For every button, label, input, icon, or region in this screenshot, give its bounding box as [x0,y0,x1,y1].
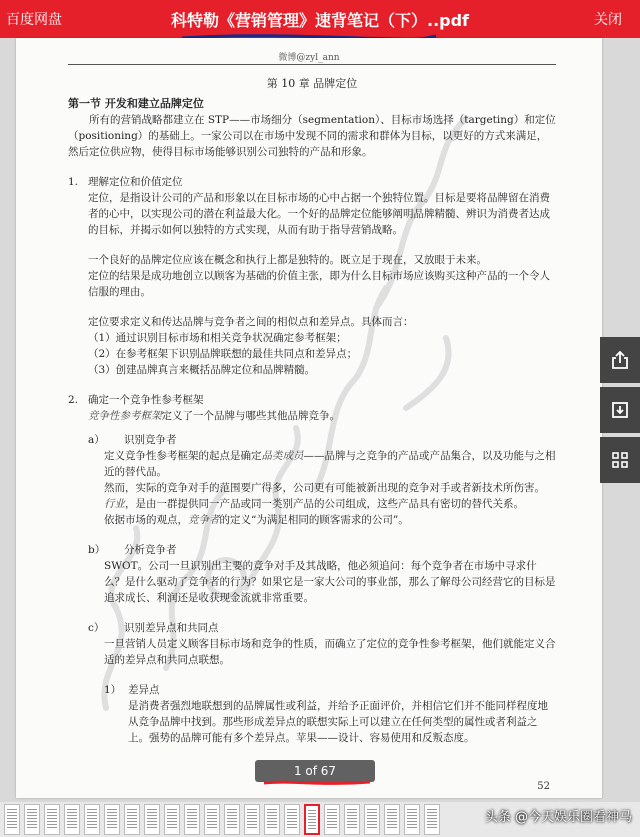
page-thumbnail[interactable] [104,804,120,835]
subheading-b-title: 分析竞争者 [124,544,177,556]
subheading-c-title: 识别差异点和共同点 [124,622,219,634]
p1-list-item: （1）通过识别目标市场和相关竞争状况确定参考框架； [88,332,347,344]
download-icon [610,400,630,420]
page-thumbnail-current[interactable] [304,804,320,835]
p1-text2: 一个良好的品牌定位应该在概念和执行上都是独特的。既立足于现在，又放眼于未来。 [88,254,487,266]
page-thumbnail[interactable] [144,804,160,835]
page-thumbnail[interactable] [24,804,40,835]
page-thumbnail[interactable] [84,804,100,835]
page-thumbnail[interactable] [4,804,20,835]
a-text1b: ——品牌与之竞争的产品或产品集合，以及功能与之相近的替代品。 [104,450,556,478]
chapter-title: 第 10 章 品牌定位 [266,77,358,90]
a-text3-body: ，是由一群提供同一产品或同一类别产品的公司组成，这些产品具有密切的替代关系。 [125,498,524,510]
a-italic1: 品类成员 [261,450,304,462]
subheading-c1 [104,682,556,698]
page-thumbnail[interactable] [424,804,440,835]
grid-icon [610,450,630,470]
subheading-b [88,542,556,558]
close-button[interactable]: 关闭 [594,12,622,28]
a-text2: 然而，实际的竞争对手的范围要广得多，公司更有可能被新出现的竞争对手或者新技术所伤害。 [104,482,545,494]
download-button[interactable] [600,387,640,433]
subheading-c [88,620,556,636]
page-indicator: 1 of 67 [255,760,375,782]
page-thumbnail[interactable] [124,804,140,835]
p2-body: 定义了一个品牌与哪些其他品牌竞争。 [161,410,340,422]
heading-1 [68,174,556,190]
subheading-c-num: c） [88,622,105,634]
share-button[interactable] [600,337,640,383]
document-page [16,38,602,798]
weibo-watermark: 微博@zyl_ann [278,53,340,63]
subheading-a-num: a） [88,434,105,446]
heading-2 [68,392,556,408]
page-thumbnail[interactable] [244,804,260,835]
page-thumbnail[interactable] [64,804,80,835]
p1-text1: 定位，是指设计公司的产品和形象以在目标市场的心中占据一个独特位置。目标是要将品牌留在消费者的心中，以实现公司的潜在利益最大化。一个好的品牌定位能够阐明品牌精髓、辨识为消费者达成的目标，并揭示如何以独特的方式实现，从而有助于指导营销战略。 [88,192,550,236]
heading-2-num: 2. [68,394,79,406]
p1-list-item: （3）创建品牌真言来概括品牌定位和品牌精髓。 [88,364,316,376]
page-thumbnail[interactable] [284,804,300,835]
subheading-a-title: 识别竞争者 [124,434,177,446]
grid-view-button[interactable] [600,437,640,483]
section-title: 第一节 开发和建立品牌定位 [68,97,204,110]
a-text4 [104,512,556,528]
subheading-b-num: b） [88,544,106,556]
source-credit: 头条 @今天娱乐圈看神马 [484,810,632,825]
p1-list-item: （2）在参考框架下识别品牌联想的最佳共同点和差异点； [88,348,358,360]
a-text3 [104,496,556,512]
heading-1-num: 1. [68,176,79,188]
subheading-a [88,432,556,448]
a-text4b: 的定义“为满足相同的顾客需求的公司”。 [219,514,409,526]
document-title: 科特勒《营销管理》速背笔记（下）..pdf [170,11,470,30]
page-thumbnail[interactable] [324,804,340,835]
page-thumbnail[interactable] [204,804,220,835]
page-thumbnail[interactable] [164,804,180,835]
heading-2-title: 确定一个竞争性参考框架 [88,394,204,406]
c1-text: 是消费者强烈地联想到的品牌属性或利益，并给予正面评价，并相信它们并不能同样程度地从竞争品牌中找到。那些形成差异点的联想实际上可以建立在任何类型的属性或者利益之上。强势的品牌可能有多个差异点。苹果——设计、容易使用和反叛态度。 [128,700,548,744]
a-text1a: 定义竞争性参考框架的起点是确定 [104,450,262,462]
page-thumbnail[interactable] [384,804,400,835]
heading-1-title: 理解定位和价值定位 [88,176,183,188]
share-icon [610,350,630,370]
p2-text [88,408,556,424]
page-thumbnail[interactable] [344,804,360,835]
a-text1 [104,448,556,480]
subheading-c1-num: 1） [104,684,122,696]
indicator-scribble [262,778,372,788]
b-text: SWOT。公司一旦识别出主要的竞争对手及其战略，他必须追问：每个竞争者在市场中寻求什么？是什么驱动了竞争者的行为？如果它是一家大公司的事业部，那么了解母公司经营它的目标是追求成长、利润还是收获现金流就非常重要。 [104,560,556,604]
page-thumbnail[interactable] [44,804,60,835]
a-text4a: 依据市场的观点， [104,514,188,526]
page-content [68,76,556,746]
page-thumbnail[interactable] [264,804,280,835]
page-number: 52 [537,781,550,792]
c-text: 一旦营销人员定义顾客目标市场和竞争的性质，而确立了定位的竞争性参考框架，他们就能定义合适的差异点和共同点联想。 [104,638,556,666]
page-thumbnail[interactable] [184,804,200,835]
page-thumbnail[interactable] [364,804,380,835]
page-thumbnail[interactable] [224,804,240,835]
p1-text4: 定位要求定义和传达品牌与竞争者之间的相似点和差异点。具体而言： [88,316,414,328]
app-name[interactable]: 百度网盘 [6,12,62,28]
a-italic2: 行业 [104,498,125,510]
subheading-c1-title: 差异点 [128,684,160,696]
intro-paragraph: 所有的营销战略都建立在 STP——市场细分（segmentation）、目标市场选择（targeting）和定位（positioning）的基础上。一家公司以在市场中发现不同的需求和群体为目标，以更好的方式来满足，然后定位供应物，使得目标市场能够识别公司独特的产品和形象。 [68,114,556,158]
p2-italic: 竞争性参考框架 [88,410,162,422]
page-thumbnail[interactable] [404,804,420,835]
a-italic3: 竞争者 [188,514,220,526]
p1-text3: 定位的结果是成功地创立以顾客为基础的价值主张，即为什么目标市场应该购买这种产品的一个令人信服的理由。 [88,270,550,298]
header-rule [68,64,556,65]
